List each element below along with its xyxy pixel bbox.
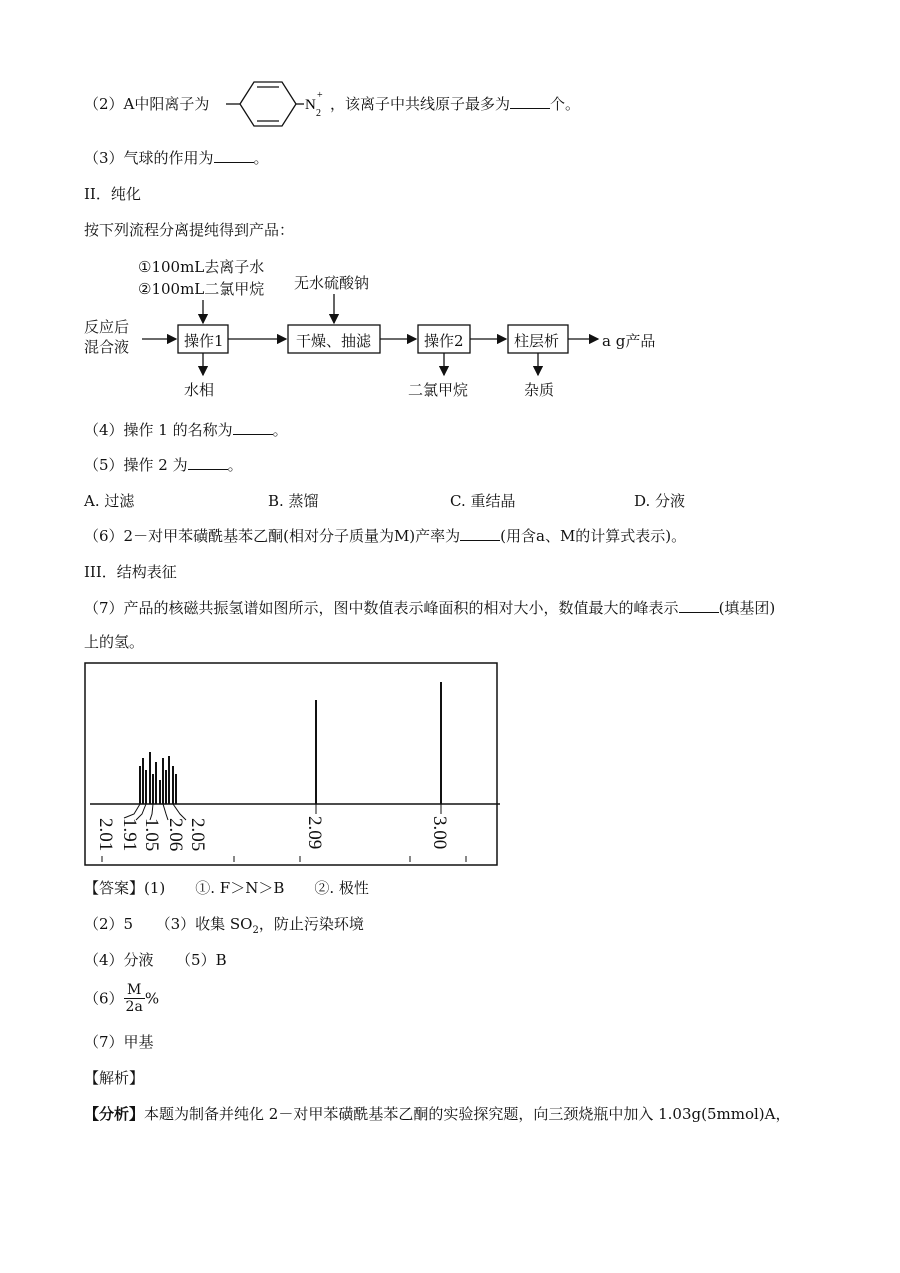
answer-line-1	[84, 878, 369, 898]
answer-line-3: （4）分液 （5）B	[84, 951, 227, 969]
option-b: B. 蒸馏	[268, 492, 319, 510]
q5-end: 。	[227, 456, 243, 474]
q2-prefix: （2）A中阳离子为	[84, 95, 210, 113]
q4-end: 。	[272, 421, 288, 439]
nmr-label: 1.91	[119, 818, 140, 852]
q7-line1-end: (填基团)	[718, 599, 776, 617]
q3-end: 。	[253, 149, 269, 167]
q5-text: （5）操作 2 为	[84, 456, 188, 474]
q2-suffix-line	[330, 94, 580, 114]
answer-line-2	[84, 914, 364, 941]
q7-line1: （7）产品的核磁共振氢谱如图所示，图中数值表示峰面积的相对大小，数值最大的峰表示	[84, 599, 679, 617]
ion-symbol: N	[305, 97, 316, 113]
nmr-label: 2.09	[304, 816, 325, 850]
q2-end: 个。	[550, 95, 581, 113]
nmr-label: 1.05	[141, 818, 162, 852]
fraction-denominator: 2a	[125, 999, 143, 1015]
product-label: a g产品	[602, 332, 656, 350]
flow-intro: 按下列流程分离提纯得到产品：	[84, 221, 295, 239]
answer-blank	[510, 94, 550, 109]
reagent-sodium-sulfate: 无水硫酸钠	[294, 274, 370, 292]
option-a: A. 过滤	[84, 492, 135, 510]
fenxi-label: 【分析】	[84, 1105, 145, 1123]
analysis-text-line	[84, 1104, 790, 1124]
out-dcm: 二氯甲烷	[408, 381, 469, 399]
section-3-title: III．结构表征	[84, 563, 177, 581]
question-2	[84, 94, 209, 114]
q2-suffix: ，该离子中共线原子最多为	[330, 95, 511, 113]
box-op1-label: 操作1	[184, 332, 224, 350]
q6-text: （6）2－对甲苯磺酰基苯乙酮(相对分子质量为M)产率为	[84, 527, 461, 545]
nmr-label: 2.05	[187, 818, 208, 852]
box-op2-label: 操作2	[424, 332, 464, 350]
box-dry-label: 干燥、抽滤	[296, 332, 372, 350]
fenxi-text: 本题为制备并纯化 2－对甲苯磺酰基苯乙酮的实验探究题，向三颈烧瓶中加入 1.03g(5mmol)A，	[144, 1105, 791, 1123]
answer-label: 【答案】	[84, 879, 145, 897]
ion-superscript: +	[317, 90, 323, 101]
answer-blank	[679, 598, 719, 613]
answer-1: (1) ①. F＞N＞B ②. 极性	[144, 879, 369, 897]
answer-2-sub: 2	[252, 925, 259, 936]
reagent-dcm: ②100mL二氯甲烷	[138, 280, 265, 298]
q4-text: （4）操作 1 的名称为	[84, 421, 233, 439]
question-5	[84, 455, 243, 475]
question-4	[84, 420, 288, 440]
start-label-2: 混合液	[84, 338, 130, 356]
analysis-label: 【解析】	[84, 1069, 145, 1087]
box-column-label: 柱层析	[514, 332, 560, 350]
answer-blank	[233, 420, 273, 435]
answer-blank	[214, 148, 254, 163]
nmr-label: 2.01	[95, 818, 116, 852]
ion-subscript: 2	[316, 108, 321, 119]
nmr-label: 2.06	[165, 818, 186, 852]
out-aqueous: 水相	[184, 381, 215, 399]
answer-2: （2）5 （3）收集 SO	[84, 915, 253, 933]
fraction-numerator: M	[124, 982, 145, 999]
answer-blank	[460, 526, 500, 541]
q3-text: （3）气球的作用为	[84, 149, 214, 167]
option-c: C. 重结晶	[450, 492, 516, 510]
yield-fraction	[124, 982, 145, 1015]
section-2-title: II．纯化	[84, 185, 141, 203]
answer-2-end: ，防止污染环境	[258, 915, 364, 933]
answer-blank	[188, 455, 228, 470]
option-d: D. 分液	[634, 492, 686, 510]
start-label-1: 反应后	[84, 318, 130, 336]
reagent-water: ①100mL去离子水	[138, 258, 265, 276]
out-impurity: 杂质	[524, 381, 555, 399]
answer-4-suffix: %	[144, 989, 160, 1008]
answer-line-4	[84, 982, 159, 1015]
question-6	[84, 526, 686, 546]
answer-4-prefix: （6）	[84, 989, 124, 1008]
question-3	[84, 148, 269, 168]
answer-line-5: （7）甲基	[84, 1033, 154, 1051]
nmr-label: 3.00	[429, 816, 450, 850]
purification-flowchart	[84, 258, 704, 406]
diazonium-structure	[224, 78, 334, 130]
q7-line2: 上的氢。	[84, 633, 145, 651]
nmr-spectrum	[84, 662, 500, 868]
q6-end: (用含a、M的计算式表示)。	[500, 527, 687, 545]
question-7	[84, 598, 775, 618]
